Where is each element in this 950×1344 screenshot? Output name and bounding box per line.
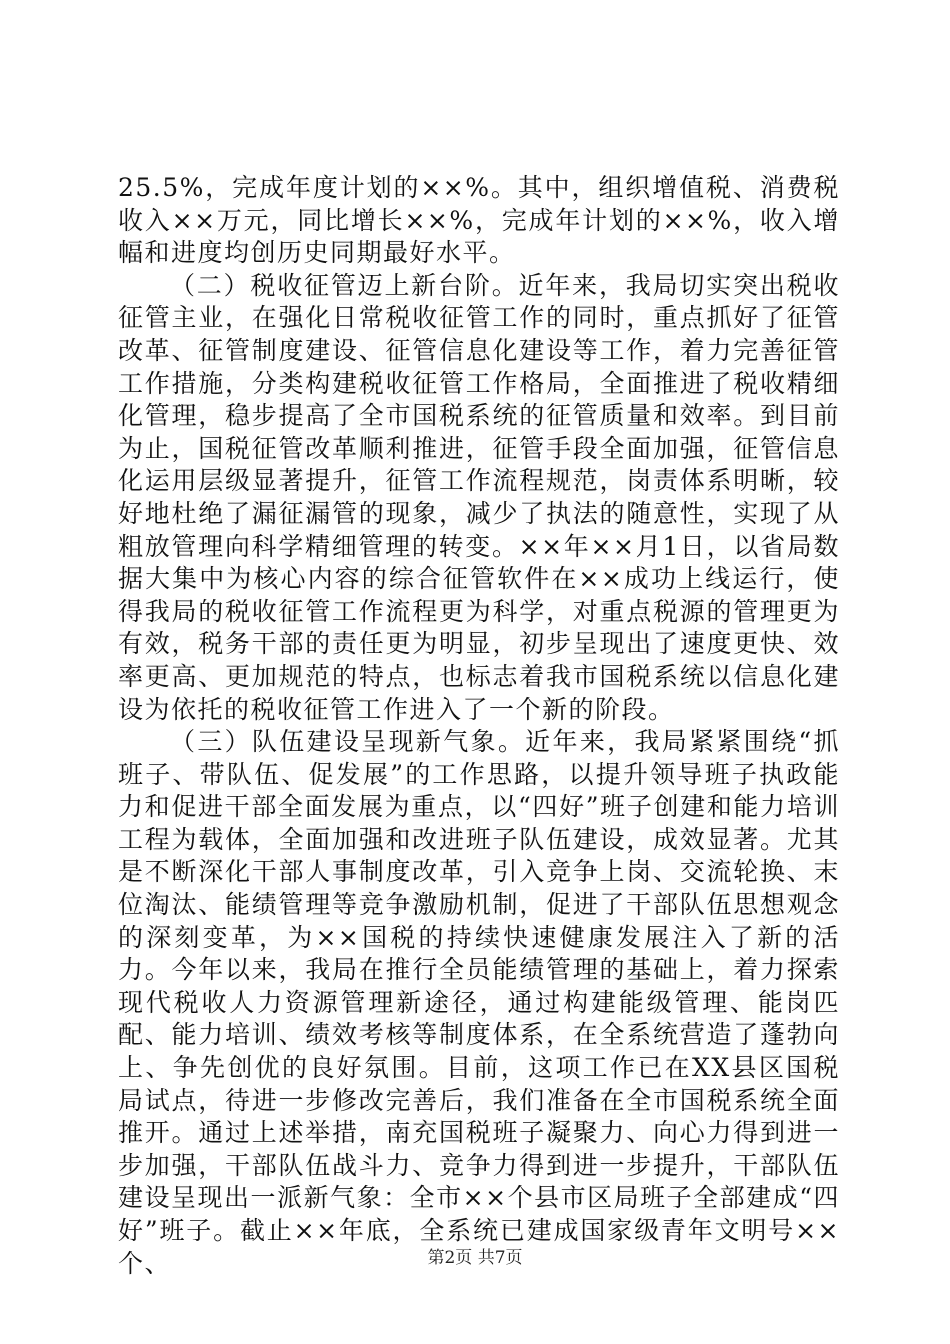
paragraph-team-building: （三）队伍建设呈现新气象。近年来，我局紧紧围绕“抓班子、带队伍、促发展”的工作思路，以提升领导班子执政能力和促进干部全面发展为重点，以“四好”班子创建和能力培训工程为载体，全面加强和改进班子队伍建设，成效显著。尤其是不断深化干部人事制度改革，引入竞争上岗、交流轮换、末位淘汰、能绩管理等竞争激励机制，促进了干部队伍思想观念的深刻变革，为××国税的持续快速健康发展注入了新的活力。今年以来，我局在推行全员能绩管理的基础上，着力探索现代税收人力资源管理新途径，通过构建能级管理、能岗匹配、能力培训、绩效考核等制度体系，在全系统营造了蓬勃向上、争先创优的良好氛围。目前，这项工作已在XX县区国税局试点，待进一步修改完善后，我们准备在全市国税系统全面推开。通过上述举措，南充国税班子凝聚力、向心力得到进一步加强，干部队伍战斗力、竞争力得到进一步提升，干部队伍建设呈现出一派新气象：全市××个县市区局班子全部建成“四好”班子。截止××年底，全系统已建成国家级青年文明号××个、 — [118, 727, 840, 1278]
paragraph-continuation: 25.5%，完成年度计划的××%。其中，组织增值税、消费税收入××万元，同比增长××%，完成年计划的××%，收入增幅和进度均创历史同期最好水平。 — [118, 173, 840, 268]
paragraph-tax-collection: （二）税收征管迈上新台阶。近年来，我局切实突出税收征管主业，在强化日常税收征管工作的同时，重点抓好了征管改革、征管制度建设、征管信息化建设等工作，着力完善征管工作措施，分类构建税收征管工作格局，全面推进了税收精细化管理，稳步提高了全市国税系统的征管质量和效率。到目前为止，国税征管改革顺利推进，征管手段全面加强，征管信息化运用层级显著提升，征管工作流程规范，岗责体系明晰，较好地杜绝了漏征漏管的现象，减少了执法的随意性，实现了从粗放管理向科学精细管理的转变。××年××月1日，以省局数据大集中为核心内容的综合征管软件在××成功上线运行，使得我局的税收征管工作流程更为科学，对重点税源的管理更为有效，税务干部的责任更为明显，初步呈现出了速度更快、效率更高、更加规范的特点，也标志着我市国税系统以信息化建设为依托的税收征管工作进入了一个新的阶段。 — [118, 270, 840, 724]
page-footer: 第2页 共7页 — [427, 1248, 523, 1268]
document-body — [118, 172, 840, 1280]
